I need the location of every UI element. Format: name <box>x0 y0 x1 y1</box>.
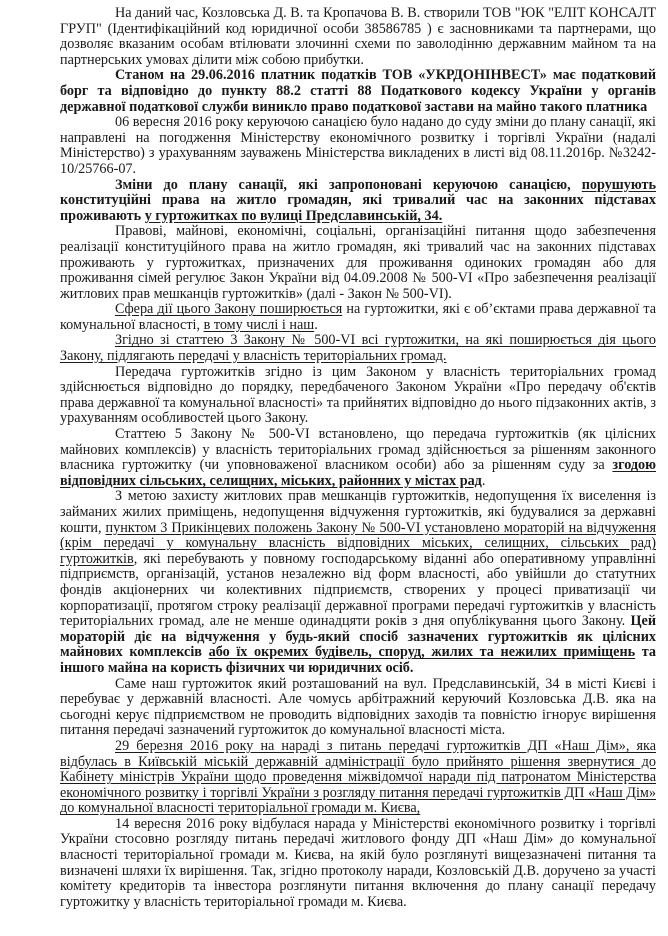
paragraph <box>60 365 656 427</box>
underlined-text: пунктом 3 Прикінцевих положень Закону № 500-VI установлено мораторій на відчуження (крім передачі у комунальну власність відповідних міських, селищних, сільських рад) гуртожитків <box>60 519 656 567</box>
paragraph <box>60 68 656 115</box>
text-segment: . <box>314 316 318 333</box>
bold-underlined-text: порушують <box>581 176 656 193</box>
underlined-text: 29 березня 2016 року на нараді з питань передачі гуртожитків ДП «Наш Дім», яка відбулась в Київській міській державній адміністрації було прийнято рішення звернутися до Кабінету міністрів України щодо проведення міжвідомчої наради під патронатом Міністерства економічного розвитку і торгівлі України з розгляду питання передачі гуртожитків ДП «Наш Дім» до комунальної власності територіальної громади м. Києва, <box>60 737 656 817</box>
text-segment: 14 вересня 2016 року відбулася нарада у Міністерстві економічного розвитку і торгівлі України стосовно розгляду питань передачі житлового фонду ДП «Наш Дім» до комунальної власності територіальної громади м. Києва, на якій було розглянуті вищезазначені питання та визначені шляхи їх вирішення. Так, згідно протоколу наради, Козловській Д.В. доручено за участі комітету кредиторів та інвестора розглянути питання включення до плану санації передачу гуртожитку у власність територіальної громади м. Києва. <box>60 815 656 910</box>
text-segment: На даний час, Козловська Д. В. та Кропачова В. В. створили ТОВ "ЮК "ЕЛІТ КОНСАЛТ ГРУП" (Ідентифікаційний код юридичної особи 38586785 ) є засновниками та партнерами, що дозволяє вказаним особам втілювати злочинні схеми по заволодінню державним майном та на партнерських умовах ділити між собою прибутки. <box>60 5 656 68</box>
text-segment: на гуртожитки, які є об’єктами права державної та комунальної власності, <box>60 301 656 333</box>
bold-text: Станом на 29.06.2016 платник податків ТОВ «УКРДОНІНВЕСТ» має податковий борг та відповідно до пункту 88.2 статті 88 Податкового кодексу України у органів державної податкової служби виникло право податкової застави на майно такого платника <box>60 67 656 115</box>
bold-text: та іншого майна на користь фізичних чи юридичних осіб. <box>60 644 656 676</box>
text-segment: 06 вересня 2016 року керуючою санацією було надано до суду зміни до плану санації, які направлені на погодження Міністерству економічного розвитку і торгівлі України (надалі Міністерство) з урахуванням зауважень Міністерства викладених в листі від 08.11.2016р. №3242-10/25766-07. <box>60 114 656 177</box>
underlined-text: в тому числі і наш <box>203 316 315 333</box>
bold-text: Зміни до плану санації, які запропоновані керуючою санацією, <box>115 176 582 193</box>
text-segment: Статтею 5 Закону № 500-VI встановлено, що передача гуртожитків (як цілісних майнових комплексів) у власність територіальних громад здійснюється за рішенням законного власника гуртожитку (чи уповноваженої власником особи) або за рішенням суду за <box>60 426 656 474</box>
bold-underlined-text: або їх окремих будівель, споруд, жилих та нежилих приміщень <box>208 644 636 661</box>
text-segment: Правові, майнові, економічні, соціальні, організаційні питання щодо забезпечення реалізації конституційного права на житло громадян, які тривалий час на законних підставах проживають у гуртожитках, призначених для проживання одиноких громадян або для проживання сімей регулює Закон України від 04.09.2008 № 500-VI «Про забезпечення реалізації житлових прав мешканців гуртожитків» (далі - Закон № 500-VI). <box>60 223 656 302</box>
paragraph <box>60 489 656 676</box>
bold-underlined-text: згодою відповідних сільських, селищних, міських, районних у містах рад <box>60 457 656 489</box>
document-page <box>60 6 656 910</box>
paragraph <box>60 427 656 489</box>
text-segment: , які перебувають у повному господарському віданні або оперативному управлінні підприємств, організацій, установ незалежно від форм власності, або увійшли до статутних фондів акціонерних чи колективних підприємств, створених у процесі приватизації чи корпоратизації, протягом строку реалізації державної програми передачі гуртожитків у власність територіальних громад, але не менше одинадцяти років з дня опублікування цього Закону. <box>60 550 656 630</box>
text-segment: Саме наш гуртожиток який розташований на вул. Предславинській, 34 в місті Києві і перебуває у державній власності. Але чомусь арбітражний керуючий Козловська Д.В. яка на сьогодні керує підприємством не проводить відповідних заходів та повністю ігнорує вирішення питання передачі зазначений гуртожиток до комунальної власності міста. <box>60 675 656 739</box>
paragraph <box>60 224 656 302</box>
paragraph <box>60 115 656 177</box>
underlined-text: Сфера дії цього Закону поширюється <box>115 301 343 318</box>
paragraph <box>60 739 656 817</box>
bold-underlined-text: у гуртожитках по вулиці Предславинській, 34. <box>144 207 443 224</box>
text-segment: З метою захисту житлових прав мешканців гуртожитків, недопущення їх виселення із займаних жилих приміщень, недопущення відчуження гуртожитків, які будувалися за державні кошти, <box>60 488 656 536</box>
paragraph <box>60 677 656 739</box>
text-segment: . <box>481 472 486 489</box>
text-segment: Передача гуртожитків згідно із цим Законом у власність територіальних громад здійснюється відповідно до порядку, передбаченого Законом України «Про передачу об'єктів права державної та комунальної власності» та прийнятих відповідно до нього підзаконних актів, з урахуванням особливостей цього Закону. <box>60 363 656 427</box>
paragraph <box>60 178 656 225</box>
bold-text: Цей мораторій діє на відчуження у будь-який спосіб зазначених гуртожитків як цілісних майнових комплексів <box>60 613 656 661</box>
paragraph <box>60 333 656 364</box>
paragraph <box>60 817 656 911</box>
bold-text: конституційні права на житло громадян, які тривалий час на законних підставах проживають <box>60 192 656 224</box>
paragraph <box>60 302 656 333</box>
paragraph <box>60 6 656 68</box>
underlined-text: Згідно зі статтею 3 Закону № 500-VI всі гуртожитки, на які поширюється дія цього Закону, підлягають передачі у власність територіальних громад. <box>60 332 656 365</box>
